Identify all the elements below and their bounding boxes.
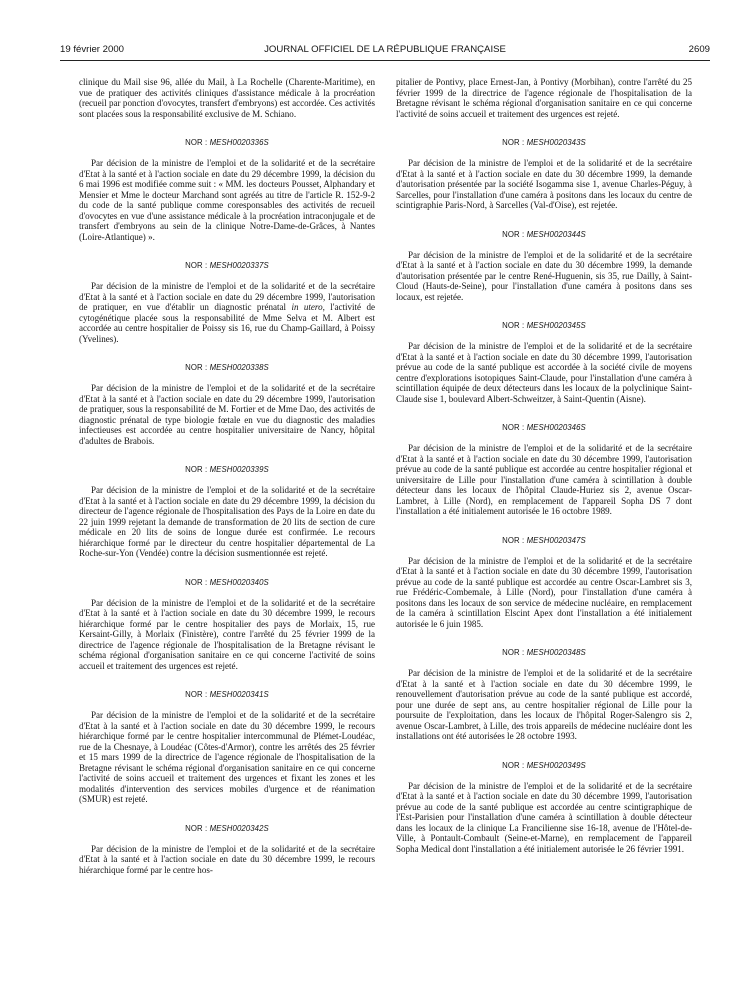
- nor-reference: [79, 261, 375, 271]
- nor-reference: [396, 138, 692, 148]
- nor-reference: [79, 824, 375, 834]
- decision-paragraph: [79, 281, 375, 344]
- nor-label: NOR :: [185, 261, 208, 270]
- header-rule: [60, 60, 710, 61]
- nor-label: NOR :: [185, 577, 208, 587]
- nor-code: MESH0020348S: [526, 648, 586, 657]
- nor-reference: [79, 363, 375, 373]
- nor-label: NOR :: [185, 138, 208, 147]
- nor-label: NOR :: [502, 321, 525, 330]
- nor-code: MESH0020337S: [209, 261, 269, 270]
- right-intro-paragraph: pitalier de Pontivy, place Ernest-Jan, à Pontivy (Morbihan), contre l'arrêté du 25 février 1999 de la directrice de l'agence régionale de l'hospitalisation de la Bretagne révisant le schéma régional d'organisation sanitaire en ce qui concerne l'activité de soins accueil et traitement des urgences est rejeté.: [396, 77, 692, 119]
- nor-reference: [79, 578, 375, 588]
- decision-paragraph: Par décision de la ministre de l'emploi et de la solidarité et de la secrétaire d'Etat à la santé et à l'action sociale en date du 30 décembre 1999, l'autorisation prévue au code de la santé publique est accordée au centre scintigraphique de l'Est-Parisien pour l'installation d'une caméra à scintillation à double détecteur dans les locaux de la clinique La Francilienne sise 16-18, avenue de l'Hôtel-de-Ville, à Pontault-Combault (Seine-et-Marne), en remplacement de l'appareil Sopha Medical dont l'installation a été initialement autorisée le 26 février 1991.: [396, 780, 692, 854]
- right-column: [396, 77, 692, 854]
- header-date: 19 février 2000: [60, 44, 124, 55]
- decision-italic-term: in utero: [291, 302, 323, 312]
- nor-code: MESH0020336S: [209, 138, 269, 147]
- header-page-number: 2609: [688, 44, 710, 55]
- nor-reference: [396, 230, 692, 240]
- nor-reference: [396, 423, 692, 433]
- nor-reference: [396, 321, 692, 331]
- left-intro-paragraph: clinique du Mail sise 96, allée du Mail, à La Rochelle (Charente-Maritime), en vue de pratiquer des activités cliniques d'assistance médicale à la procréation (recueil par ponction d'ovocytes, transfert d'embryons) est accordée. Ces activités sont placées sous la responsabilité exclusive de M. Schiano.: [79, 77, 375, 119]
- decision-paragraph: Par décision de la ministre de l'emploi et de la solidarité et de la secrétaire d'Etat à la santé et à l'action sociale en date du 30 décembre 1999, l'autorisation prévue au code de la santé publique est accordée au centre hospitalier régional et universitaire de Lille pour l'installation d'une caméra à scintillation à double détecteur dans les locaux de l'hôpital Claude-Huriez sis 2, avenue Oscar-Lambret, à Lille (Nord), en remplacement de l'appareil Sopha DS 7 dont l'installation a été initialement autorisée le 16 octobre 1989.: [396, 443, 692, 516]
- decision-paragraph: Par décision de la ministre de l'emploi et de la solidarité et de la secrétaire d'Etat à la santé et à l'action sociale en date du 30 décembre 1999, le recours hiérarchique formé par le centre hospitalier des pays de Morlaix, 15, rue Kersaint-Gilly, à Morlaix (Finistère), contre l'arrêté du 25 février 1999 de la directrice de l'agence régionale de l'hospitalisation de la Bretagne révisant le schéma régional d'organisation sanitaire en ce qui concerne l'activité de soins accueil et traitement des urgences est rejeté.: [79, 597, 375, 671]
- header-title: JOURNAL OFFICIEL DE LA RÉPUBLIQUE FRANÇAISE: [264, 44, 506, 55]
- decision-paragraph: Par décision de la ministre de l'emploi et de la solidarité et de la secrétaire d'Etat à la santé et à l'action sociale en date du 30 décembre 1999, le recours hiérarchique formé par le centre hos-: [79, 843, 375, 875]
- decision-text-part: Par décision de la ministre de l'emploi et de la solidarité et de la secrétaire d'Etat à la santé et à l'action sociale en date du 29 décembre 1999, l'autorisation de pratiquer, en vue d'établir un diagnostic prénatal: [79, 281, 375, 312]
- decision-paragraph: Par décision de la ministre de l'emploi et de la solidarité et de la secrétaire d'Etat à la santé et à l'action sociale en date du 30 décembre 1999, le renouvellement d'autorisation prévue au code de la santé publique est accordé, pour une durée de sept ans, au centre hospitalier régional de Lille pour la poursuite de l'exploitation, dans les locaux de l'hôpital Roger-Salengro sis 2, avenue Oscar-Lambret, à Lille, des trois appareils de médecine nucléaire dont les installations ont été autorisées le 28 octobre 1993.: [396, 668, 692, 741]
- nor-code: MESH0020346S: [526, 423, 586, 432]
- nor-label: NOR :: [185, 823, 208, 833]
- nor-code: MESH0020339S: [209, 465, 269, 474]
- nor-label: NOR :: [185, 363, 208, 372]
- decision-paragraph: Par décision de la ministre de l'emploi et de la solidarité et de la secrétaire d'Etat à la santé et à l'action sociale en date du 30 décembre 1999, la demande d'autorisation présentée par le centre René-Huguenin, sis 35, rue Dailly, à Saint-Cloud (Hauts-de-Seine), pour l'installation d'une caméra à positons dans ses locaux, est rejetée.: [396, 249, 692, 302]
- nor-code: MESH0020343S: [526, 138, 586, 147]
- decision-paragraph: Par décision de la ministre de l'emploi et de la solidarité et de la secrétaire d'Etat à la santé et à l'action sociale en date du 29 décembre 1999, la décision du 6 mai 1996 est modifiée comme suit : « MM. les docteurs Pousset, Alphandary et Mensier et Mme le docteur Marchand sont agréés au titre de l'article R. 152-9-2 du code de la santé publique comme coresponsables des activités de recueil d'ovocytes en vue d'une assistance médicale à la procréation intraconjugale et de transfert d'embryons au sein de la clinique Notre-Dame-de-Grâces, à Nantes (Loire-Atlantique) ».: [79, 158, 375, 242]
- decision-paragraph: Par décision de la ministre de l'emploi et de la solidarité et de la secrétaire d'Etat à la santé et à l'action sociale en date du 30 décembre 1999, le recours hiérarchique formé par le centre hospitalier intercommunal de Plémet-Loudéac, rue de la Chesnaye, à Loudéac (Côtes-d'Armor), contre les arrêtés des 25 février et 15 mars 1999 de la directrice de l'agence régionale de l'hospitalisation de la Bretagne révisant le schéma régional d'organisation sanitaire en ce qui concerne l'activité de soins accueil et traitement des urgences et fixant les zones et les modalités d'intervention des services mobiles d'urgence et de réanimation (SMUR) est rejeté.: [79, 710, 375, 804]
- decision-paragraph: Par décision de la ministre de l'emploi et de la solidarité et de la secrétaire d'Etat à la santé et à l'action sociale en date du 30 décembre 1999, l'autorisation prévue au code de la santé publique est accordée à la société civile de moyens centre d'explorations isotopiques Saint-Claude, pour l'installation d'une caméra à scintillation équipée de deux détecteurs dans les locaux de la polyclinique Saint-Claude sise 1, boulevard Albert-Schweitzer, à Saint-Quentin (Aisne).: [396, 341, 692, 404]
- nor-label: NOR :: [185, 465, 208, 474]
- decision-text-part: , l'activité de cytogénétique placée sous la responsabilité de Mme Selva et M. Albert est accordée au centre hospitalier de Poissy sis 16, rue du Champ-Gaillard, à Poissy (Yvelines).: [79, 302, 376, 344]
- nor-reference: [396, 536, 692, 546]
- nor-reference: [396, 761, 692, 771]
- nor-code: MESH0020342S: [209, 823, 269, 833]
- page-header: [60, 44, 710, 58]
- nor-label: NOR :: [502, 138, 525, 147]
- nor-label: NOR :: [502, 423, 525, 432]
- decision-paragraph: Par décision de la ministre de l'emploi et de la solidarité et de la secrétaire d'Etat à la santé et à l'action sociale en date du 30 décembre 1999, l'autorisation prévue au code de la santé publique est accordée au centre Oscar-Lambret sis 3, rue Frédéric-Combemale, à Lille (Nord), pour l'installation d'une caméra à positons dans les locaux de son service de médecine nucléaire, en remplacement de la caméra à scintillation Elscint Apex dont l'installation a été initialement autorisée le 6 juin 1985.: [396, 555, 692, 629]
- nor-code: MESH0020341S: [209, 690, 269, 699]
- nor-label: NOR :: [502, 760, 525, 770]
- nor-label: NOR :: [502, 535, 525, 545]
- nor-code: MESH0020349S: [526, 760, 586, 770]
- nor-reference: [396, 648, 692, 658]
- nor-code: MESH0020347S: [526, 535, 586, 545]
- nor-label: NOR :: [502, 648, 525, 657]
- decision-paragraph: Par décision de la ministre de l'emploi et de la solidarité et de la secrétaire d'Etat à la santé et à l'action sociale en date du 29 décembre 1999, la décision du directeur de l'agence régionale de l'hospitalisation des Pays de la Loire en date du 22 juin 1999 rejetant la demande de transformation de 20 lits de section de cure médicale en 20 lits de soins de longue durée est confirmée. Le recours hiérarchique formé par le directeur du centre hospitalier départemental de La Roche-sur-Yon (Vendée) contre la décision susmentionnée est rejeté.: [79, 485, 375, 558]
- nor-code: MESH0020344S: [526, 229, 586, 239]
- nor-reference: [79, 690, 375, 700]
- nor-code: MESH0020345S: [526, 321, 586, 330]
- nor-reference: [79, 465, 375, 475]
- decision-paragraph: Par décision de la ministre de l'emploi et de la solidarité et de la secrétaire d'Etat à la santé et à l'action sociale en date du 29 décembre 1999, l'autorisation de pratiquer, sous la responsabilité de M. Fortier et de Mme Dao, des activités de diagnostic prénatal de type biologie fœtale en vue du diagnostic des maladies infectieuses est accordée au centre hospitalier universitaire de Nancy, hôpital d'adultes de Brabois.: [79, 383, 375, 446]
- nor-code: MESH0020340S: [209, 577, 269, 587]
- nor-reference: [79, 138, 375, 148]
- decision-paragraph: Par décision de la ministre de l'emploi et de la solidarité et de la secrétaire d'Etat à la santé et à l'action sociale en date du 30 décembre 1999, la demande d'autorisation présentée par la société Isogamma sise 1, avenue Charles-Péguy, à Sarcelles, pour l'installation d'une caméra à positons dans les locaux du centre de scintigraphie Paris-Nord, à Sarcelles (Val-d'Oise), est rejetée.: [396, 158, 692, 210]
- nor-label: NOR :: [185, 690, 208, 699]
- nor-code: MESH0020338S: [209, 363, 269, 372]
- left-column: [79, 77, 375, 875]
- nor-label: NOR :: [502, 229, 525, 239]
